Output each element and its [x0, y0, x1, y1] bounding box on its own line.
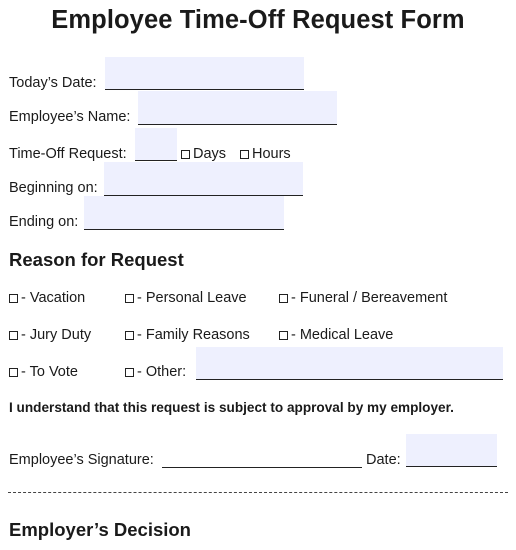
other-label: - Other:: [137, 364, 187, 380]
employee-name-label: Employee’s Name:: [9, 109, 131, 125]
jury-duty-label: - Jury Duty: [21, 327, 92, 343]
days-label: Days: [193, 146, 227, 162]
vacation-label: - Vacation: [21, 290, 86, 306]
jury-duty-checkbox[interactable]: [9, 331, 18, 340]
personal-leave-checkbox[interactable]: [125, 294, 134, 303]
reason-heading: Reason for Request: [9, 249, 184, 270]
other-checkbox[interactable]: [125, 368, 134, 377]
vacation-checkbox[interactable]: [9, 294, 18, 303]
form-title: Employee Time-Off Request Form: [51, 6, 465, 34]
reason-funeral[interactable]: [279, 289, 447, 307]
funeral-label: - Funeral / Bereavement: [291, 290, 448, 306]
reason-to-vote[interactable]: [9, 363, 78, 381]
signature-line[interactable]: [162, 451, 362, 468]
reason-vacation[interactable]: [9, 289, 85, 307]
to-vote-label: - To Vote: [21, 364, 78, 380]
beginning-on-label: Beginning on:: [9, 180, 98, 196]
reason-medical-leave[interactable]: [279, 326, 393, 344]
days-checkbox[interactable]: [181, 150, 190, 159]
family-reasons-checkbox[interactable]: [125, 331, 134, 340]
medical-leave-checkbox[interactable]: [279, 331, 288, 340]
employee-name-input[interactable]: [138, 91, 337, 125]
hours-checkbox[interactable]: [240, 150, 249, 159]
employer-decision-heading: Employer’s Decision: [9, 519, 191, 540]
days-option[interactable]: [181, 145, 226, 163]
medical-leave-label: - Medical Leave: [291, 327, 394, 343]
family-reasons-label: - Family Reasons: [137, 327, 250, 343]
signature-date-label: Date:: [366, 452, 401, 468]
dashed-divider: [8, 492, 508, 493]
reason-other[interactable]: [125, 363, 186, 381]
time-off-request-label: Time-Off Request:: [9, 146, 127, 162]
ending-on-input[interactable]: [84, 196, 284, 230]
time-off-amount-input[interactable]: [135, 128, 177, 161]
signature-label: Employee’s Signature:: [9, 452, 154, 468]
signature-date-input[interactable]: [406, 434, 497, 467]
hours-option[interactable]: [240, 145, 291, 163]
acknowledgement-text: I understand that this request is subject to approval by my employer.: [9, 400, 454, 415]
personal-leave-label: - Personal Leave: [137, 290, 247, 306]
reason-family-reasons[interactable]: [125, 326, 250, 344]
beginning-on-input[interactable]: [104, 162, 303, 196]
reason-personal-leave[interactable]: [125, 289, 247, 307]
todays-date-label: Today’s Date:: [9, 75, 97, 91]
to-vote-checkbox[interactable]: [9, 368, 18, 377]
funeral-checkbox[interactable]: [279, 294, 288, 303]
todays-date-input[interactable]: [105, 57, 304, 90]
reason-jury-duty[interactable]: [9, 326, 91, 344]
hours-label: Hours: [252, 146, 291, 162]
other-reason-input[interactable]: [196, 347, 503, 380]
ending-on-label: Ending on:: [9, 214, 79, 230]
